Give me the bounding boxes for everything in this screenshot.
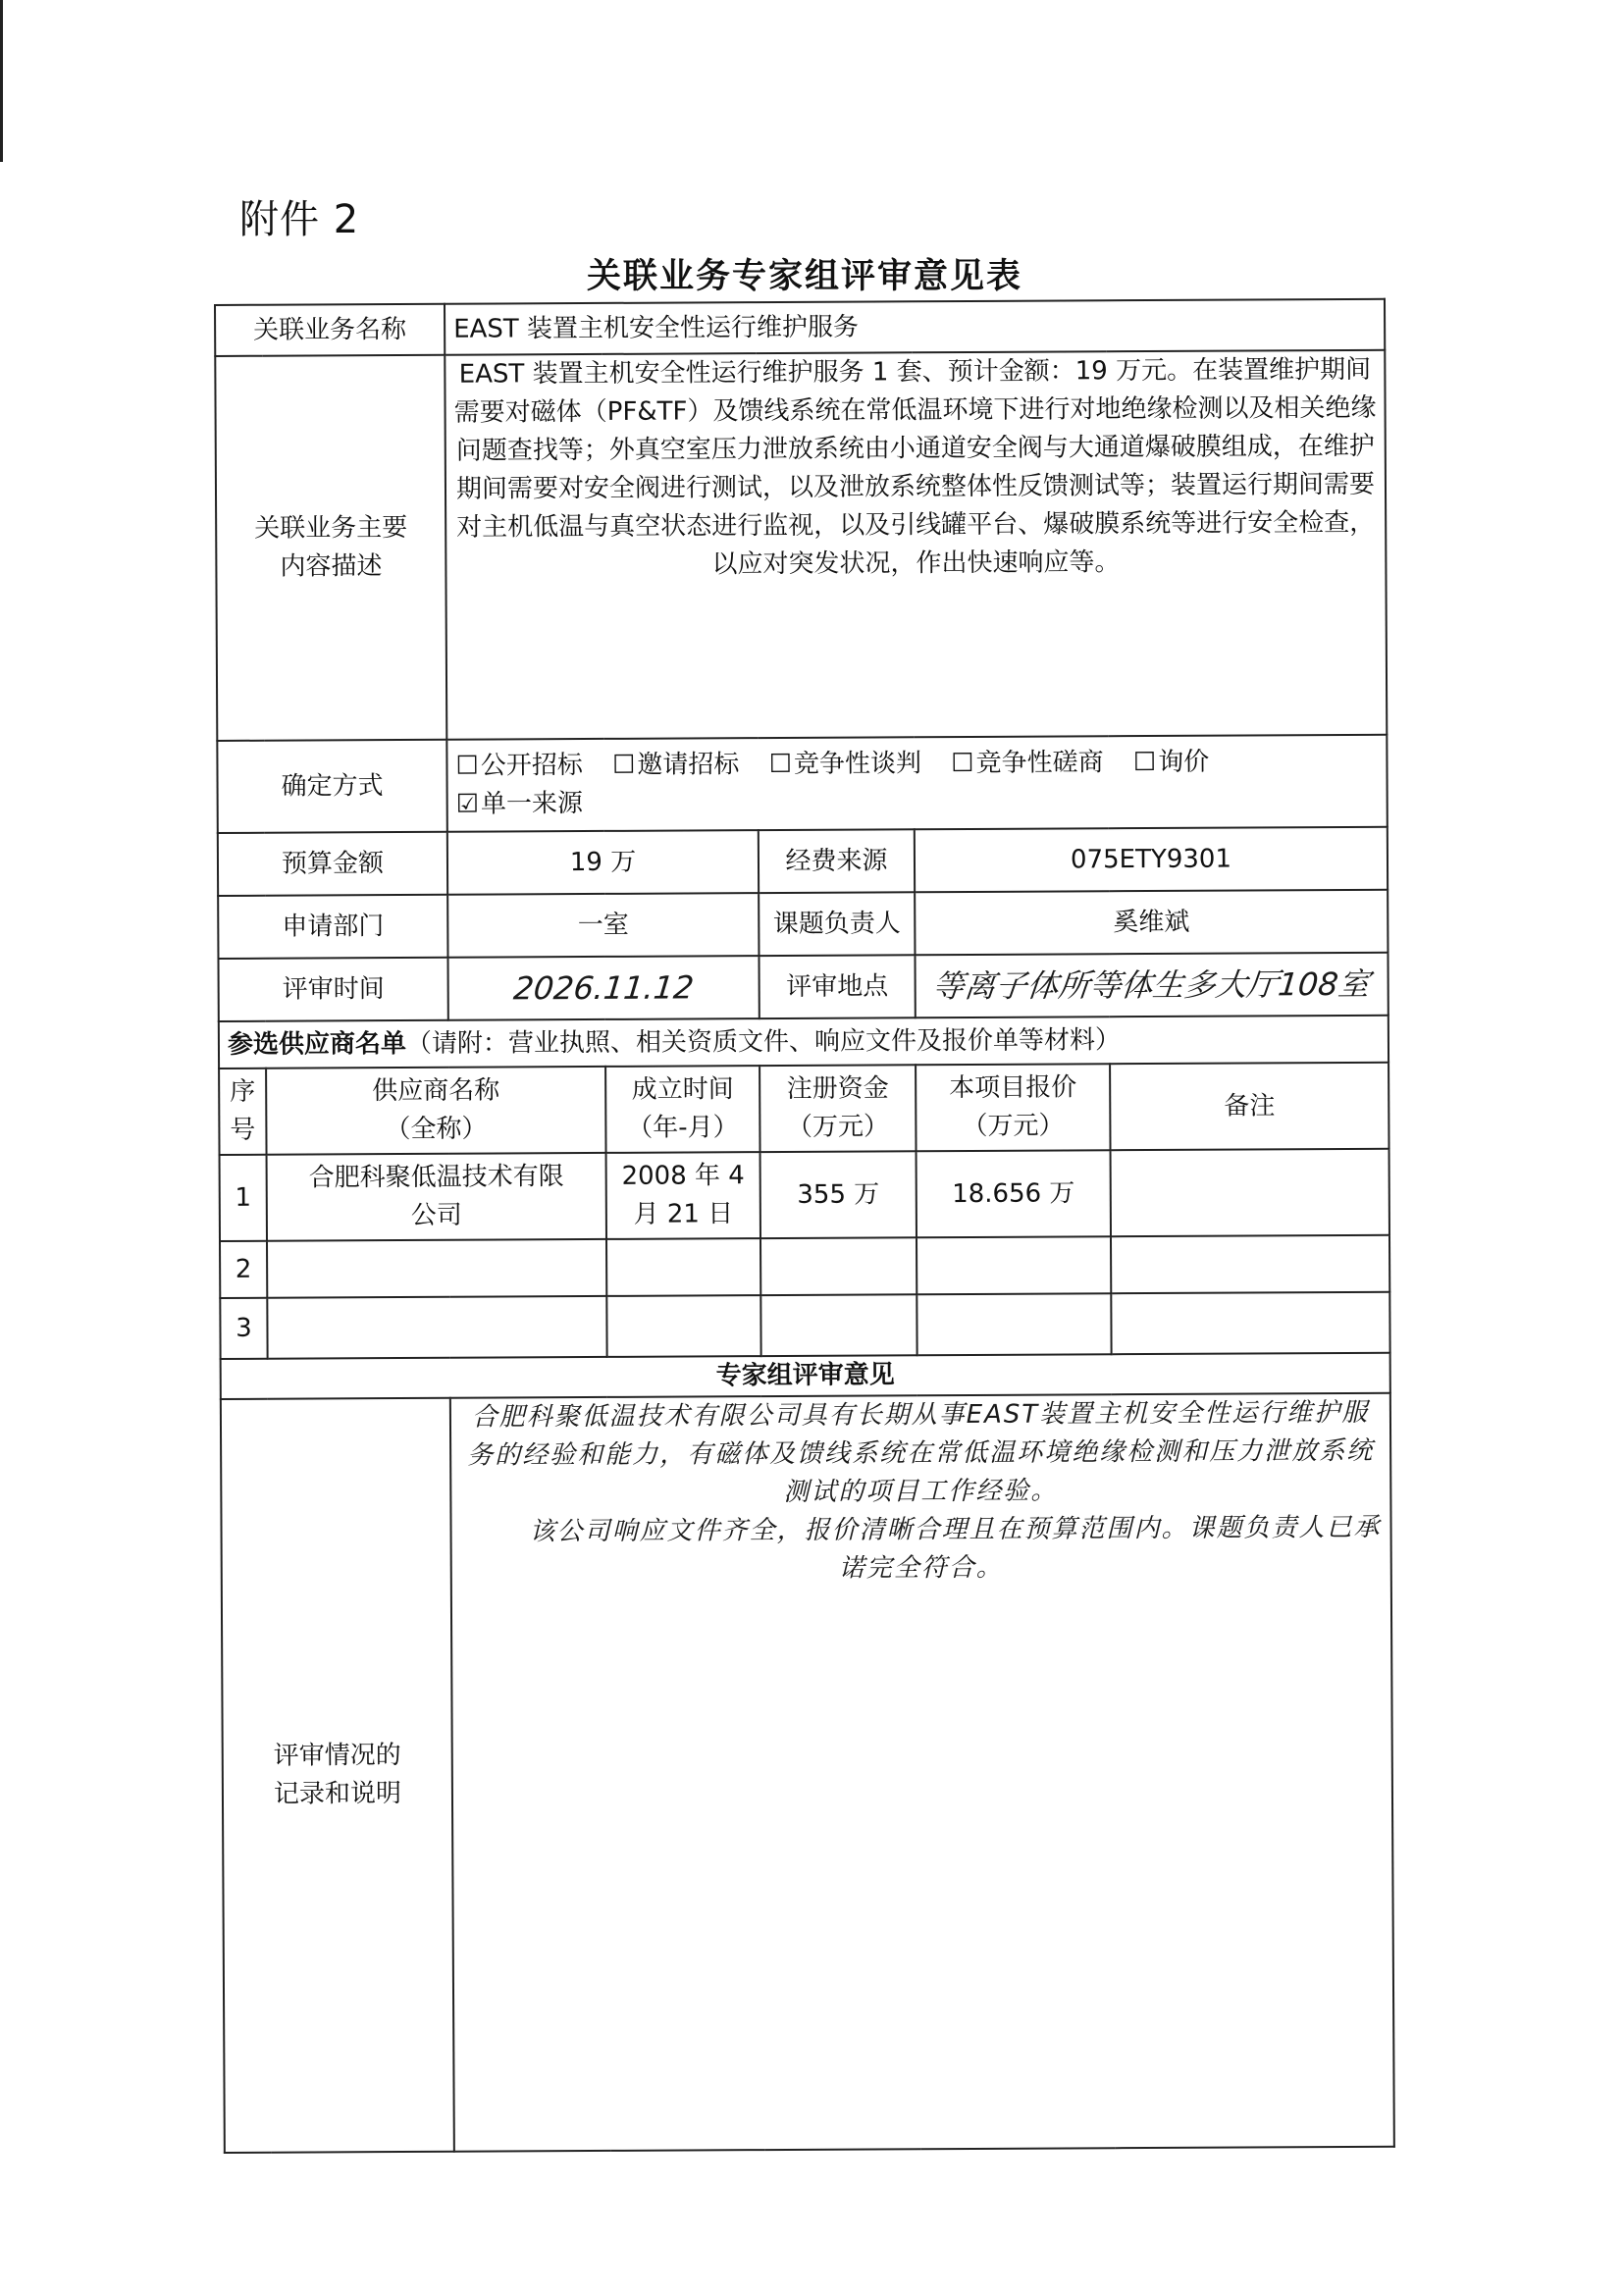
review-time-value: 2026.11.12 (448, 956, 760, 1020)
supplier-remark (1111, 1292, 1389, 1354)
department-value: 一室 (447, 893, 759, 958)
method-option-inquiry[interactable]: ☐询价 (1133, 744, 1210, 782)
method-option-single-source[interactable]: ☑单一来源 (456, 785, 584, 824)
supplier-quote (917, 1293, 1111, 1355)
department-label: 申请部门 (218, 895, 447, 959)
method-row (217, 735, 1388, 833)
business-name-row (215, 299, 1385, 356)
opinion-header: 专家组评审意见 (221, 1353, 1390, 1399)
col-name-header: 供应商名称 （全称） (266, 1067, 605, 1155)
method-option-negotiation[interactable]: ☐竞争性谈判 (769, 745, 922, 784)
fund-source-value: 075ETY9301 (915, 827, 1388, 893)
supplier-quote (917, 1236, 1111, 1294)
form-title: 关联业务专家组评审意见表 (586, 257, 1022, 296)
department-row (218, 890, 1388, 959)
col-remark-header: 备注 (1110, 1063, 1388, 1150)
checkbox-icon: ☐ (768, 749, 793, 780)
supplier-capital: 355 万 (760, 1151, 917, 1238)
opinion-row (221, 1393, 1394, 2153)
fund-source-label: 经费来源 (759, 829, 915, 893)
supplier-seq: 2 (220, 1241, 267, 1298)
business-desc-label-line1: 关联业务主要 (254, 512, 408, 544)
suppliers-header-row (219, 1016, 1388, 1069)
review-place-label: 评审地点 (760, 955, 916, 1018)
supplier-seq: 3 (220, 1298, 267, 1359)
method-options (446, 735, 1387, 832)
opinion-header-row (221, 1353, 1390, 1399)
checkbox-checked-icon: ☑ (455, 789, 480, 819)
suppliers-column-header-row (219, 1063, 1388, 1155)
supplier-seq: 1 (220, 1155, 267, 1241)
supplier-row (220, 1292, 1389, 1359)
checkbox-icon: ☐ (1132, 747, 1157, 778)
budget-value: 19 万 (447, 830, 759, 895)
supplier-remark (1111, 1235, 1389, 1293)
supplier-row (220, 1149, 1389, 1241)
supplier-name (267, 1239, 606, 1298)
col-quote-header: 本项目报价 （万元） (916, 1064, 1110, 1151)
supplier-capital (760, 1294, 917, 1356)
attachment-label: 附件 2 (239, 197, 360, 242)
project-leader-label: 课题负责人 (759, 892, 915, 956)
supplier-remark (1111, 1149, 1389, 1236)
supplier-capital (760, 1237, 917, 1295)
col-capital-header: 注册资金 （万元） (760, 1065, 916, 1152)
col-date-header: 成立时间 （年-月） (605, 1066, 760, 1153)
review-time-row (218, 953, 1388, 1021)
method-option-consultation[interactable]: ☐竞争性磋商 (951, 744, 1104, 783)
checkbox-icon: ☐ (951, 748, 974, 779)
supplier-name: 合肥科聚低温技术有限 公司 (267, 1153, 606, 1241)
business-desc-label-line2: 内容描述 (280, 551, 383, 582)
checkbox-icon: ☐ (611, 750, 636, 780)
opinion-handwritten-text (450, 1393, 1394, 2152)
supplier-name (267, 1296, 606, 1359)
review-place-value: 等离子体所等体生多大厅108室 (915, 953, 1388, 1018)
suppliers-header (219, 1016, 1388, 1069)
suppliers-header-note: （请附：营业执照、相关资质文件、响应文件及报价单等材料） (405, 1024, 1122, 1059)
budget-row (218, 827, 1388, 896)
supplier-row (220, 1235, 1389, 1298)
review-time-label: 评审时间 (218, 958, 447, 1021)
supplier-founded (606, 1238, 760, 1296)
supplier-founded: 2008 年 4 月 21 日 (606, 1152, 760, 1239)
business-desc-value: EAST 装置主机安全性运行维护服务 1 套、预计金额：19 万元。在装置维护期间需要对磁体（PF&TF）及馈线系统在常低温环境下进行对地绝缘检测以及相关绝缘问题查找等；外真空室压力泄放系统由小通道安全阀与大通道爆破膜组成，在维护期间需要对安全阀进行测试，以及泄放系统整体性反馈测试等；装置运行期间需要对主机低温与真空状态进行监视，以及引线罐平台、爆破膜系统等进行安全检查，以应对突发状况，作出快速响应等。 (445, 350, 1387, 740)
business-desc-row (215, 350, 1387, 741)
business-desc-label (215, 355, 446, 741)
checkbox-icon: ☐ (455, 751, 479, 781)
col-seq-header: 序 号 (219, 1069, 266, 1155)
method-option-invited-tender[interactable]: ☐邀请招标 (612, 746, 740, 785)
opinion-paragraph-2: 该公司响应文件齐全，报价清晰合理且在预算范围内。课题负责人已承诺完全符合。 (529, 1512, 1382, 1584)
method-option-open-tender[interactable]: ☐公开招标 (455, 747, 583, 786)
supplier-quote: 18.656 万 (917, 1150, 1111, 1237)
business-name-value: EAST 装置主机安全性运行维护服务 (445, 299, 1385, 355)
scan-edge-line (0, 0, 3, 162)
opinion-paragraph-1: 合肥科聚低温技术有限公司具有长期从事EAST装置主机安全性运行维护服务的经验和能力，有磁体及馈线系统在常低温环境绝缘检测和压力泄放系统测试的项目工作经验。 (467, 1397, 1375, 1507)
budget-label: 预算金额 (218, 832, 447, 896)
review-form-table (214, 298, 1395, 2154)
business-name-label: 关联业务名称 (215, 304, 445, 356)
method-label: 确定方式 (217, 740, 447, 833)
opinion-label: 评审情况的 记录和说明 (221, 1398, 454, 2153)
suppliers-header-title: 参选供应商名单 (227, 1028, 407, 1060)
project-leader-value: 奚维斌 (915, 890, 1388, 956)
supplier-founded (606, 1295, 760, 1357)
